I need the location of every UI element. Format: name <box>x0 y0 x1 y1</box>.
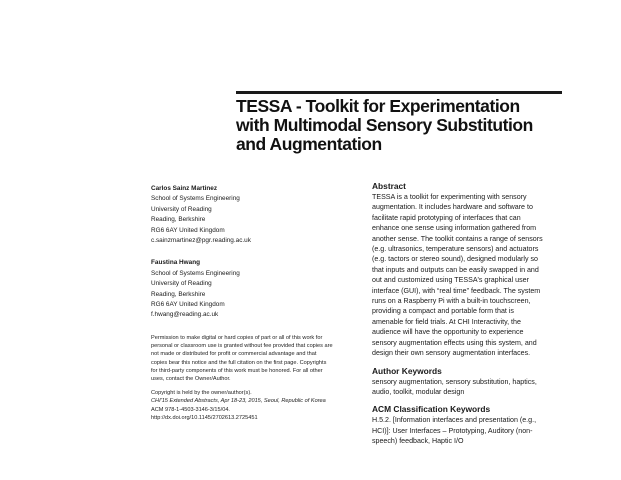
abstract-line: facilitate rapid prototyping of interfaces that can <box>372 213 521 222</box>
abstract-line: sensory augmentation effects using this system, and <box>372 338 537 347</box>
spacer <box>372 359 577 366</box>
abstract-line: providing a compact and portable form that is <box>372 307 514 316</box>
author-affiliation-line: RG6 6AY United Kingdom <box>151 226 225 234</box>
abstract-line: TESSA is a toolkit for experimenting with sensory <box>372 193 527 201</box>
abstract-line: runs on a Raspberry Pi with a built-in touchscreen, <box>372 297 531 306</box>
title-line: with Multimodal Sensory Substitution <box>236 115 533 135</box>
keywords-body <box>372 377 577 398</box>
abstract-line: another sense. The toolkit contains a range of sensors <box>372 234 543 243</box>
acm-line: speech) feedback, Haptic I/O <box>372 437 464 446</box>
permission-line: Permission to make digital or hard copies of part or all of this work for <box>151 335 323 341</box>
acm-line: HCI)]: User Interfaces – Prototyping, Auditory (non- <box>372 426 533 435</box>
author-email: c.sainzmartinez@pgr.reading.ac.uk <box>151 237 251 245</box>
abstract-line: that inputs and outputs can be easily swapped in and <box>372 265 539 274</box>
abstract-body <box>372 192 577 359</box>
author-affiliation-line: School of Systems Engineering <box>151 195 240 203</box>
conference-line: CHI'15 Extended Abstracts, Apr 18-23, 2015, Seoul, Republic of Korea <box>151 398 326 405</box>
keywords-heading: Author Keywords <box>372 365 442 376</box>
author-affiliation-line: University of Reading <box>151 205 212 213</box>
acm-heading: ACM Classification Keywords <box>372 404 491 415</box>
author-affiliation-line: Reading, Berkshire <box>151 216 206 224</box>
author-name: Carlos Sainz Martinez <box>151 185 218 192</box>
abstract-line: augmentation. It includes hardware and software to <box>372 203 533 212</box>
permission-line: uses, contact the Owner/Author. <box>151 376 231 383</box>
abstract-line: (e.g. tactors or stereo sound), designed modularly so <box>372 255 538 264</box>
permission-line: for third-party components of this work must be honored. For all other <box>151 367 323 374</box>
spacer <box>372 397 577 404</box>
abstract-line: enhance one sense using information gathered from <box>372 224 537 233</box>
acm-body <box>372 415 577 446</box>
title-rule <box>236 91 562 94</box>
author-2 <box>151 258 351 320</box>
acm-line: H.5.2. [Information interfaces and presentation (e.g., <box>372 416 537 425</box>
abstract-line: amenable for field trials. At CHI Interactivity, the <box>372 317 521 326</box>
copyright-line: Copyright is held by the owner/author(s). <box>151 390 252 397</box>
author-block <box>151 184 351 333</box>
permission-line: copies bear this notice and the full citation on the first page. Copyrights <box>151 359 327 366</box>
permission-line: not made or distributed for profit or commercial advantage and that <box>151 351 317 358</box>
author-name: Faustina Hwang <box>151 259 201 267</box>
abstract-line: (e.g. ultrasonics, temperature sensors) and actuators <box>372 245 539 254</box>
author-affiliation-line: Reading, Berkshire <box>151 290 206 298</box>
abstract-line: design their own sensory augmentation interfaces. <box>372 349 531 358</box>
paper-title <box>236 97 576 154</box>
abstract-heading: Abstract <box>372 181 406 191</box>
permission-notice <box>151 334 366 422</box>
abstract-line: interface (GUI), with “real time” feedback. The system <box>372 286 541 295</box>
isbn-line: ACM 978-1-4503-3146-3/15/04. <box>151 406 230 413</box>
author-email: f.hwang@reading.ac.uk <box>151 311 219 319</box>
right-column <box>372 181 577 447</box>
doi-link[interactable]: http://dx.doi.org/10.1145/2702613.2725451 <box>151 414 258 421</box>
title-line: and Augmentation <box>236 134 382 154</box>
abstract-line: out and customized using TESSA's graphical user <box>372 276 529 285</box>
title-line: TESSA - Toolkit for Experimentation <box>236 96 520 116</box>
abstract-line: audience will have the opportunity to experience <box>372 328 524 337</box>
keywords-line: audio, toolkit, modular design <box>372 387 465 396</box>
permission-line: personal or classroom use is granted without fee provided that copies are <box>151 343 333 350</box>
keywords-line: sensory augmentation, sensory substitution, haptics, <box>372 377 537 386</box>
author-affiliation-line: University of Reading <box>151 280 212 288</box>
author-affiliation-line: RG6 6AY United Kingdom <box>151 301 225 309</box>
author-1 <box>151 184 351 246</box>
author-affiliation-line: School of Systems Engineering <box>151 269 240 277</box>
